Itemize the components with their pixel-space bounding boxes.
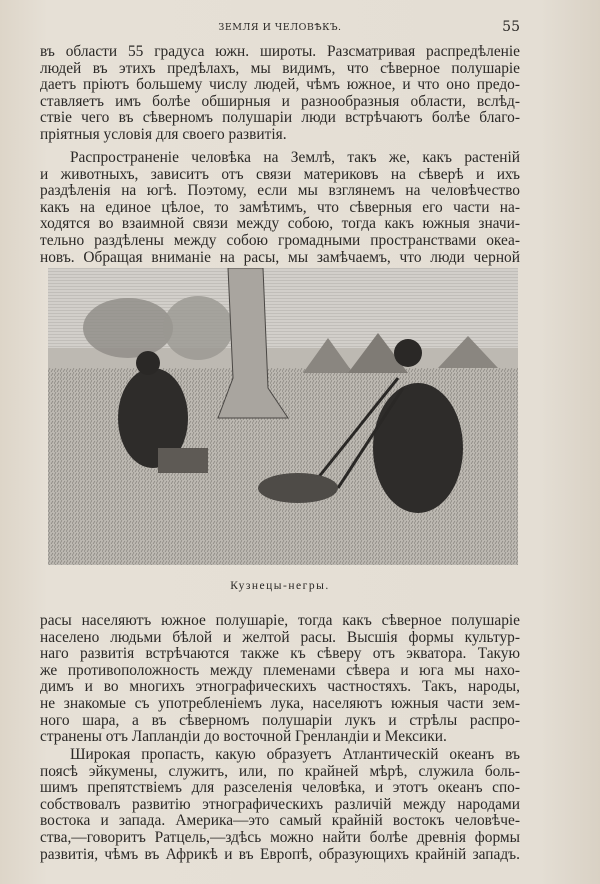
paragraph-4 (40, 747, 520, 863)
text-line: странены отъ Лапландіи до восточной Гренландіи и Мексики. (40, 728, 447, 746)
text-line: развитія, чѣмъ въ Африкѣ и въ Европѣ, образующихъ крайній западъ. (40, 845, 520, 863)
text-line: наго развитія встрѣчаются также къ сѣверу отъ экватора. Такую (40, 645, 520, 663)
text-line: даетъ пріютъ большему числу людей, чѣмъ южное, и что оно предо- (40, 76, 520, 94)
text-line: населено людьми бѣлой и желтой расы. Высшія формы культур- (40, 628, 520, 646)
page-header (40, 19, 520, 35)
text-line: же противоположность между племенами сѣвера и юга мы нахо- (40, 661, 520, 679)
paragraph-3 (40, 613, 520, 746)
text-line: въ области 55 градуса южн. широты. Разсматривая распредѣленіе (40, 43, 520, 60)
text-line: востока и запада. Америка—это самый крайній востокъ человѣче- (40, 812, 520, 830)
text-line: не знакомые съ употребленіемъ лука, населяютъ южныя части зем- (40, 694, 520, 712)
text-line: ного шара, а въ сѣверномъ полушаріи лукъ и стрѣлы распро- (40, 711, 520, 729)
text-line: какъ на единое цѣлое, то замѣтимъ, что сѣверныя его части на- (40, 198, 520, 216)
text-line: ствіе чего въ сѣверномъ полушаріи люди встрѣчаютъ болѣе благо- (40, 109, 520, 127)
text-line: собствовалъ развитію этнографическихъ различій между народами (40, 795, 520, 813)
text-line: людей въ этихъ предѣлахъ, мы видимъ, что сѣверное полушаріе (40, 59, 520, 77)
figure-caption: Кузнецы-негры. (230, 580, 330, 592)
text-line: раздѣленія на югѣ. Поэтому, если мы взглянемъ на человѣчество (40, 182, 520, 200)
text-line: шимъ препятствіемъ для разселенія человѣка, и этотъ океанъ спо- (40, 779, 520, 797)
page-number: 55 (502, 19, 520, 35)
running-title: ЗЕМЛЯ И ЧЕЛОВѢКЪ. (218, 22, 342, 33)
text-line: ставляетъ имъ болѣе обширныя и разнообразныя области, вслѣд- (40, 92, 520, 110)
text-line: новъ. Обращая вниманіе на расы, мы замѣчаемъ, что люди черной (40, 248, 520, 266)
paragraph-1 (40, 44, 520, 144)
text-line: Распространеніе человѣка на Землѣ, такъ же, какъ растеній (70, 149, 520, 166)
text-line: пріятныя условія для своего развитія. (40, 125, 287, 143)
text-line: и животныхъ, зависитъ отъ связи материковъ на сѣверѣ и ихъ (40, 165, 520, 183)
text-line: расы населяютъ южное полушаріе, тогда какъ сѣверное полушаріе (40, 612, 520, 629)
paragraph-2 (40, 150, 520, 266)
text-line: Широкая пропасть, какую образуетъ Атлантическій океанъ въ (70, 746, 520, 763)
text-line: ходятся во взаимной связи между собою, тогда какъ южныя значи- (40, 215, 520, 233)
text-line: тельно раздѣлены между собою громадными пространствами океа- (40, 231, 520, 249)
engraving-illustration (48, 268, 518, 565)
text-line: ства,—говоритъ Ратцель,—здѣсь можно найти болѣе древнія формы (40, 828, 520, 846)
blacksmiths-engraving (48, 268, 518, 565)
text-line: димъ и во многихъ этнографическихъ частностяхъ. Такъ, народы, (40, 678, 520, 696)
text-line: поясѣ эйкумены, служитъ, или, по крайней мѣрѣ, служила боль- (40, 762, 520, 780)
